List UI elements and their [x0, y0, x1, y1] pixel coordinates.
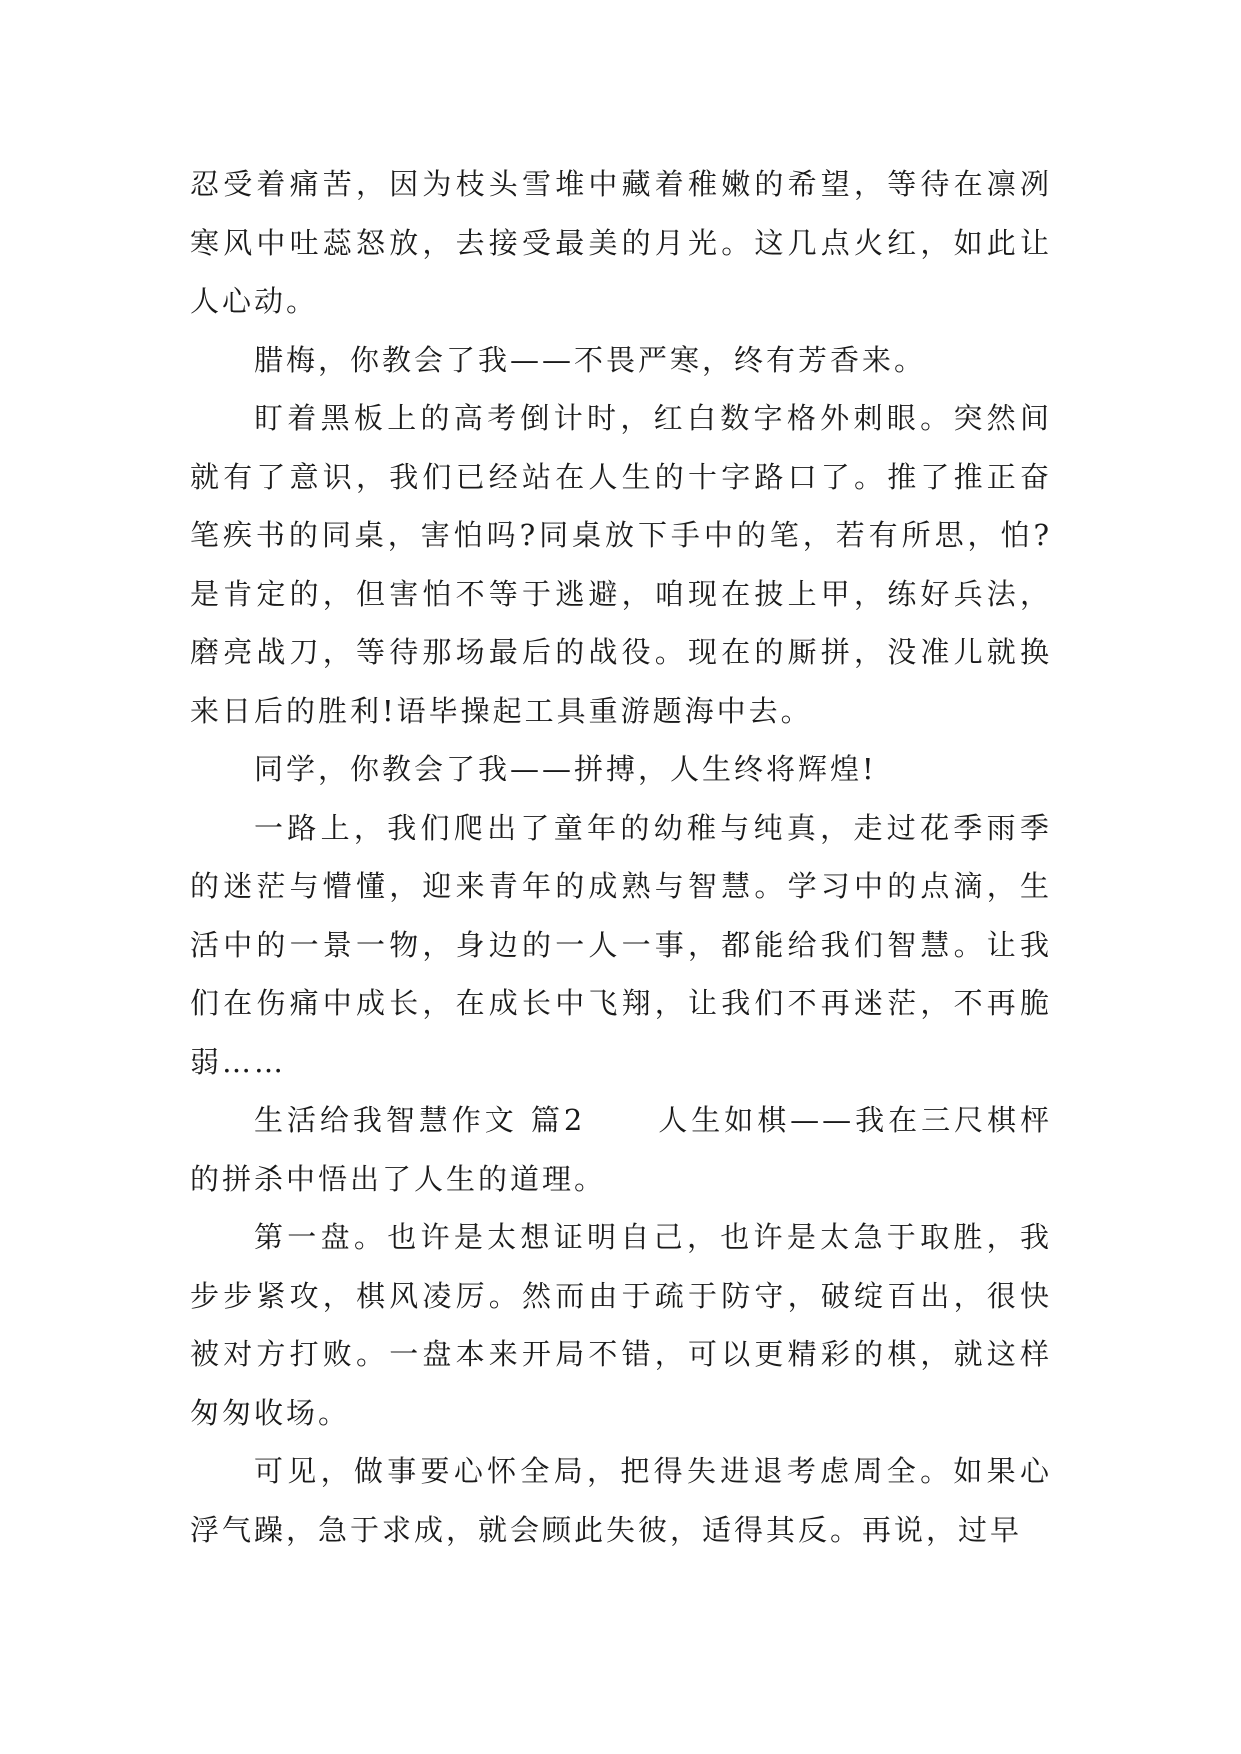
paragraph: 第一盘。也许是太想证明自己，也许是太急于取胜，我步步紧攻，棋风凌厉。然而由于疏于防守，破绽百出，很快被对方打败。一盘本来开局不错，可以更精彩的棋，就这样匆匆收场。: [190, 1220, 1052, 1430]
paragraph: 同学，你教会了我——拼搏，人生终将辉煌!: [254, 752, 877, 786]
paragraph: 一路上，我们爬出了童年的幼稚与纯真，走过花季雨季的迷茫与懵懂，迎来青年的成熟与智慧。学习中的点滴，生活中的一景一物，身边的一人一事，都能给我们智慧。让我们在伤痛中成长，在成长中飞翔，让我们不再迷茫，不再脆弱……: [190, 810, 1052, 1079]
section-heading: 生活给我智慧作文 篇2: [254, 1103, 586, 1137]
section-intro: 人生如棋——我在三尺棋枰的拼杀中悟出了人生的道理。: [190, 1103, 1052, 1196]
paragraph: 腊梅，你教会了我——不畏严寒，终有芳香来。: [254, 342, 927, 377]
paragraph: 可见，做事要心怀全局，把得失进退考虑周全。如果心浮气躁，急于求成，就会顾此失彼，适得其反。再说，过早: [190, 1454, 1052, 1547]
paragraph: 盯着黑板上的高考倒计时，红白数字格外刺眼。突然间就有了意识，我们已经站在人生的十字路口了。推了推正奋笔疾书的同桌，害怕吗?同桌放下手中的笔，若有所思，怕?是肯定的，但害怕不等于逃避，咱现在披上甲，练好兵法，磨亮战刀，等待那场最后的战役。现在的厮拼，没准儿就换来日后的胜利!语毕操起工具重游题海中去。: [190, 401, 1052, 728]
section-heading-paragraph: [190, 1091, 1052, 1208]
document-body: [190, 155, 1052, 1559]
paragraph: 忍受着痛苦，因为枝头雪堆中藏着稚嫩的希望，等待在凛冽寒风中吐蕊怒放，去接受最美的月光。这几点火红，如此让人心动。: [190, 167, 1052, 318]
